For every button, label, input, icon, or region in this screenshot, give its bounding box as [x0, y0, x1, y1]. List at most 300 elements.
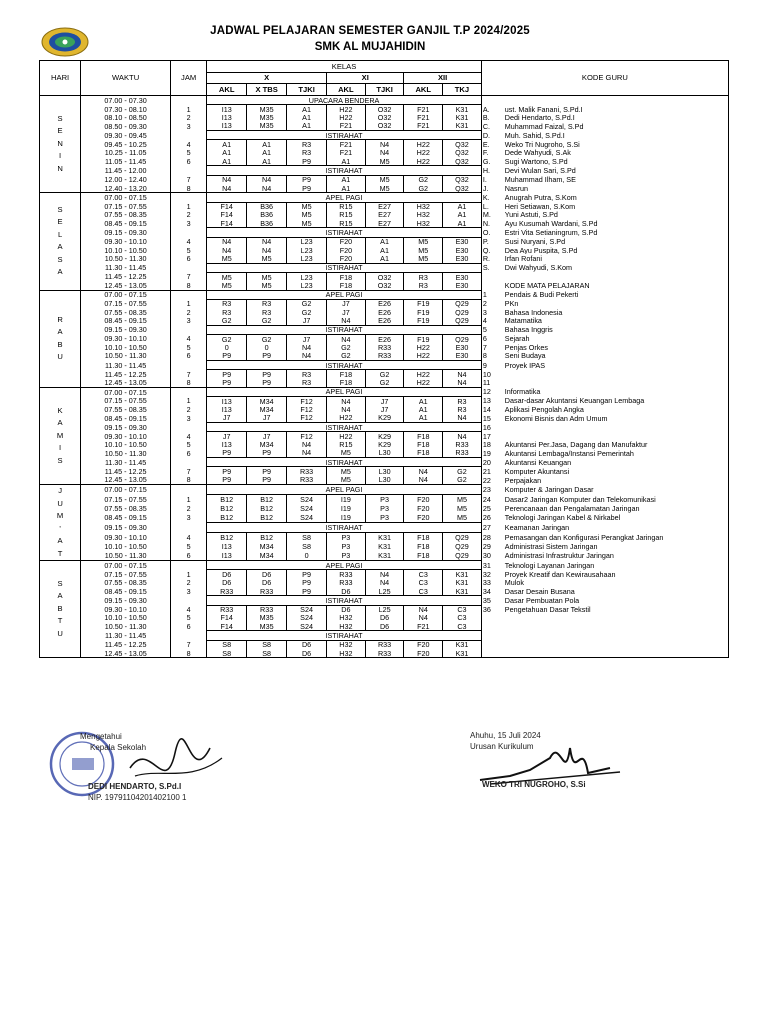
period-cell [171, 131, 207, 140]
table-row [40, 422, 729, 431]
class-code-cell: G2 [404, 184, 443, 193]
time-cell: 07.55 - 08.35 [81, 504, 171, 513]
table-row [40, 649, 729, 658]
period-cell: 2 [171, 114, 207, 122]
class-code-cell: H32 [327, 622, 366, 631]
class-code-cell: R3 [287, 370, 327, 379]
period-cell: 4 [171, 335, 207, 344]
code-name-cell: Yuni Astuti, S.Pd [504, 211, 729, 219]
code-key-cell: I. [481, 175, 503, 184]
class-code-cell: J7 [327, 308, 366, 316]
period-cell: 8 [171, 476, 207, 485]
class-code-cell: P9 [247, 467, 287, 476]
table-row [40, 485, 729, 495]
class-code-cell: O32 [365, 281, 404, 290]
code-key-cell [481, 640, 503, 649]
class-code-cell: L30 [365, 476, 404, 485]
class-code-cell: S24 [287, 513, 327, 523]
class-code-cell: P9 [207, 467, 247, 476]
class-code-cell: F14 [207, 614, 247, 622]
table-row [40, 263, 729, 272]
class-code-cell: E27 [365, 202, 404, 211]
header-class-4: TJKI [365, 84, 404, 96]
day-label [40, 485, 81, 561]
class-code-cell: F14 [207, 622, 247, 631]
period-cell: 5 [171, 343, 207, 351]
class-code-cell: D6 [365, 614, 404, 622]
table-row [40, 587, 729, 596]
table-row [40, 202, 729, 211]
code-name-cell: Akuntansi Keuangan [504, 458, 729, 467]
class-code-cell: N4 [287, 343, 327, 351]
class-code-cell: N4 [207, 175, 247, 184]
class-code-cell: I13 [207, 405, 247, 413]
header-kode-guru: KODE GURU [481, 61, 728, 96]
day-letter: A [57, 418, 63, 428]
day-letter: S [57, 204, 63, 214]
signature-left-nip: NIP. 19791104201402100 1 [88, 793, 187, 802]
code-key-cell: R. [481, 254, 503, 263]
class-code-cell: B36 [247, 202, 287, 211]
class-code-cell: H32 [404, 219, 443, 228]
period-cell [171, 631, 207, 640]
code-key-cell: S. [481, 263, 503, 272]
class-code-cell: F20 [327, 246, 366, 254]
code-key-cell: M. [481, 211, 503, 219]
time-cell: 07.00 - 07.15 [81, 561, 171, 570]
period-cell: 5 [171, 246, 207, 254]
class-code-cell: P9 [287, 570, 327, 579]
period-cell: 5 [171, 542, 207, 551]
class-code-cell: P3 [327, 542, 366, 551]
class-code-cell: R3 [287, 149, 327, 157]
code-key-cell: 19 [481, 449, 503, 458]
class-code-cell: P9 [207, 449, 247, 458]
class-code-cell: M5 [404, 246, 443, 254]
class-code-cell: 0 [287, 551, 327, 561]
class-code-cell: J7 [365, 405, 404, 413]
class-code-cell: R33 [247, 605, 287, 614]
class-code-cell: H22 [404, 379, 443, 388]
class-code-cell: H32 [327, 640, 366, 649]
class-code-cell: 0 [207, 343, 247, 351]
code-name-cell [504, 370, 729, 379]
time-cell: 08.45 - 09.15 [81, 587, 171, 596]
class-code-cell: L30 [365, 467, 404, 476]
class-code-cell: M35 [247, 114, 287, 122]
table-row [40, 596, 729, 605]
class-code-cell: C3 [404, 570, 443, 579]
table-row [40, 513, 729, 523]
time-cell: 09.15 - 09.30 [81, 325, 171, 334]
code-name-cell [504, 422, 729, 431]
code-key-cell [481, 272, 503, 281]
table-row [40, 405, 729, 413]
class-code-cell: F21 [327, 140, 366, 149]
class-code-cell: I13 [207, 114, 247, 122]
class-code-cell: N4 [404, 467, 443, 476]
period-cell [171, 325, 207, 334]
class-code-cell: P9 [207, 379, 247, 388]
code-key-cell: 14 [481, 405, 503, 413]
class-code-cell: Q29 [443, 335, 482, 344]
class-code-cell: N4 [443, 432, 482, 441]
period-cell [171, 458, 207, 467]
code-name-cell: Matamatika [504, 316, 729, 325]
class-code-cell: I19 [327, 513, 366, 523]
header-grade-x: X [207, 72, 327, 84]
class-code-cell: R3 [404, 281, 443, 290]
break-cell: ISTIRAHAT [207, 422, 482, 431]
class-code-cell: F14 [207, 202, 247, 211]
time-cell: 10.10 - 10.50 [81, 343, 171, 351]
period-cell: 8 [171, 379, 207, 388]
class-code-cell: G2 [247, 335, 287, 344]
code-key-cell: J. [481, 184, 503, 193]
class-code-cell: G2 [287, 299, 327, 308]
class-code-cell: N4 [404, 476, 443, 485]
code-name-cell: Administrasi Infrastruktur Jaringan [504, 551, 729, 561]
table-row [40, 631, 729, 640]
time-cell: 10.25 - 11.05 [81, 149, 171, 157]
class-code-cell: R33 [287, 476, 327, 485]
class-code-cell: R33 [443, 449, 482, 458]
class-code-cell: M5 [207, 272, 247, 281]
class-code-cell: M5 [207, 254, 247, 263]
class-code-cell: E26 [365, 299, 404, 308]
table-row [40, 570, 729, 579]
class-code-cell: R3 [287, 140, 327, 149]
class-code-cell: C3 [443, 614, 482, 622]
code-name-cell: Pendais & Budi Pekerti [504, 290, 729, 299]
header-grade-xi: XI [327, 72, 404, 84]
class-code-cell: M34 [247, 551, 287, 561]
class-code-cell: D6 [207, 570, 247, 579]
class-code-cell: B12 [247, 513, 287, 523]
day-letter: M [56, 430, 64, 440]
table-row [40, 272, 729, 281]
table-row [40, 476, 729, 485]
class-code-cell: F18 [404, 432, 443, 441]
code-name-cell: Administrasi Sistem Jaringan [504, 542, 729, 551]
class-code-cell: L30 [365, 449, 404, 458]
header-class-6: TKJ [443, 84, 482, 96]
class-code-cell: L25 [365, 605, 404, 614]
class-code-cell: K31 [443, 587, 482, 596]
time-cell: 11.45 - 12.25 [81, 272, 171, 281]
time-cell: 10.50 - 11.30 [81, 449, 171, 458]
class-code-cell: F18 [404, 542, 443, 551]
code-name-cell: Penjas Orkes [504, 343, 729, 351]
class-code-cell: J7 [207, 432, 247, 441]
class-code-cell: A1 [327, 175, 366, 184]
class-code-cell: S24 [287, 495, 327, 505]
class-code-cell: B36 [247, 211, 287, 219]
class-code-cell: F21 [404, 622, 443, 631]
code-key-cell [481, 649, 503, 658]
class-code-cell: F18 [327, 272, 366, 281]
table-row [40, 254, 729, 263]
class-code-cell: 0 [247, 343, 287, 351]
class-code-cell: M5 [287, 202, 327, 211]
class-code-cell: S8 [287, 533, 327, 543]
class-code-cell: A1 [247, 157, 287, 166]
class-code-cell: B12 [247, 504, 287, 513]
time-cell: 11.30 - 11.45 [81, 458, 171, 467]
class-code-cell: Q29 [443, 299, 482, 308]
class-code-cell: A1 [404, 414, 443, 423]
table-row [40, 131, 729, 140]
period-cell [171, 422, 207, 431]
class-code-cell: A1 [247, 149, 287, 157]
class-code-cell: N4 [327, 335, 366, 344]
class-code-cell: M35 [247, 622, 287, 631]
code-key-cell: D. [481, 131, 503, 140]
time-cell: 07.55 - 08.35 [81, 405, 171, 413]
code-key-cell: 30 [481, 551, 503, 561]
class-code-cell: K31 [365, 533, 404, 543]
class-code-cell: M5 [443, 513, 482, 523]
table-row [40, 96, 729, 105]
code-name-cell: Dede Wahyudi, S.Ak [504, 149, 729, 157]
code-key-cell: 1 [481, 290, 503, 299]
period-cell: 2 [171, 504, 207, 513]
class-code-cell: R33 [327, 570, 366, 579]
period-cell: 3 [171, 414, 207, 423]
period-cell: 4 [171, 237, 207, 246]
period-cell [171, 290, 207, 299]
table-row [40, 308, 729, 316]
class-code-cell: G2 [327, 352, 366, 361]
class-code-cell: F21 [327, 122, 366, 131]
class-code-cell: M5 [404, 237, 443, 246]
table-row [40, 316, 729, 325]
class-code-cell: N4 [327, 405, 366, 413]
code-key-cell: 3 [481, 308, 503, 316]
class-code-cell: B12 [207, 513, 247, 523]
class-code-cell: G2 [207, 335, 247, 344]
class-code-cell: K31 [443, 122, 482, 131]
code-name-cell: Dasar Pembuatan Pola [504, 596, 729, 605]
code-key-cell: 5 [481, 325, 503, 334]
class-code-cell: P9 [207, 352, 247, 361]
break-cell: UPACARA BENDERA [207, 96, 482, 105]
table-row [40, 237, 729, 246]
period-cell: 6 [171, 254, 207, 263]
header-kelas: KELAS [207, 61, 482, 73]
class-code-cell: D6 [287, 649, 327, 658]
class-code-cell: D6 [327, 605, 366, 614]
period-cell: 7 [171, 467, 207, 476]
period-cell: 2 [171, 405, 207, 413]
class-code-cell: R33 [207, 587, 247, 596]
code-name-cell [504, 432, 729, 441]
class-code-cell: L23 [287, 254, 327, 263]
code-key-cell: 21 [481, 467, 503, 476]
table-row [40, 325, 729, 334]
class-code-cell: M35 [247, 105, 287, 114]
period-cell [171, 166, 207, 175]
class-code-cell: F19 [404, 308, 443, 316]
class-code-cell: R33 [287, 467, 327, 476]
time-cell: 08.45 - 09.15 [81, 414, 171, 423]
class-code-cell: E30 [443, 237, 482, 246]
period-cell: 1 [171, 202, 207, 211]
break-cell: APEL PAGI [207, 290, 482, 299]
class-code-cell: C3 [404, 579, 443, 587]
class-code-cell: P9 [207, 370, 247, 379]
header-hari: HARI [40, 61, 81, 96]
class-code-cell: L25 [365, 587, 404, 596]
school-name: SMK AL MUJAHIDIN [314, 41, 426, 53]
period-cell [171, 228, 207, 237]
class-code-cell: F18 [327, 281, 366, 290]
code-name-cell: Dedi Hendarto, S.Pd.I [504, 114, 729, 122]
school-logo-icon [40, 26, 90, 58]
class-code-cell: Q29 [443, 551, 482, 561]
time-cell: 12.00 - 12.40 [81, 175, 171, 184]
code-key-cell: N. [481, 219, 503, 228]
class-code-cell: M5 [247, 254, 287, 263]
class-code-cell: B12 [247, 495, 287, 505]
page-title: JADWAL PELAJARAN SEMESTER GANJIL T.P 2024/2025 [210, 25, 530, 37]
code-name-cell: Heri Setiawan, S.Kom [504, 202, 729, 211]
period-cell: 7 [171, 175, 207, 184]
class-code-cell: I13 [207, 105, 247, 114]
class-code-cell: E30 [443, 343, 482, 351]
day-letter: N [57, 163, 63, 173]
break-cell: APEL PAGI [207, 485, 482, 495]
class-code-cell: G2 [404, 175, 443, 184]
signature-right-date: Ahuhu, 15 Juli 2024 [470, 731, 541, 740]
class-code-cell: F20 [404, 649, 443, 658]
class-code-cell: M5 [207, 281, 247, 290]
class-code-cell: A1 [443, 219, 482, 228]
class-code-cell: P9 [287, 579, 327, 587]
code-key-cell: 6 [481, 335, 503, 344]
table-row [40, 281, 729, 290]
code-key-cell: 36 [481, 605, 503, 614]
class-code-cell: K31 [365, 542, 404, 551]
time-cell: 08.50 - 09.30 [81, 122, 171, 131]
class-code-cell: A1 [287, 105, 327, 114]
class-code-cell: Q32 [443, 157, 482, 166]
code-name-cell: Muhammad Ilham, SE [504, 175, 729, 184]
class-code-cell: R3 [443, 397, 482, 406]
code-name-cell: Anugrah Putra, S.Kom [504, 193, 729, 202]
code-name-cell: Dasar Desain Busana [504, 587, 729, 596]
class-code-cell: K29 [365, 441, 404, 449]
code-name-cell: Perpajakan [504, 476, 729, 485]
time-cell: 07.15 - 07.55 [81, 570, 171, 579]
code-name-cell: Ekonomi Bisnis dan Adm Umum [504, 414, 729, 423]
period-cell: 7 [171, 640, 207, 649]
period-cell: 1 [171, 105, 207, 114]
class-code-cell: G2 [327, 343, 366, 351]
signature-right-role: Urusan Kurikulum [470, 742, 534, 751]
code-name-cell [504, 640, 729, 649]
table-row [40, 193, 729, 202]
class-code-cell: M34 [247, 441, 287, 449]
break-cell: APEL PAGI [207, 387, 482, 396]
day-label [40, 96, 81, 193]
period-cell: 4 [171, 533, 207, 543]
table-row [40, 140, 729, 149]
class-code-cell: A1 [247, 140, 287, 149]
code-key-cell: 11 [481, 379, 503, 388]
day-letter: R [57, 314, 63, 324]
class-code-cell: A1 [443, 202, 482, 211]
class-code-cell: F12 [287, 432, 327, 441]
class-code-cell: C3 [443, 622, 482, 631]
period-cell [171, 193, 207, 202]
code-key-cell: 17 [481, 432, 503, 441]
class-code-cell: N4 [404, 605, 443, 614]
class-code-cell: R15 [327, 441, 366, 449]
class-code-cell: H22 [327, 414, 366, 423]
class-code-cell: G2 [443, 476, 482, 485]
class-code-cell: R3 [207, 299, 247, 308]
period-cell [171, 96, 207, 105]
day-letter: T [57, 548, 63, 558]
code-name-cell: Akuntansi Lembaga/Instansi Pemerintah [504, 449, 729, 458]
code-name-cell: Aplikasi Pengolah Angka [504, 405, 729, 413]
class-code-cell: S24 [287, 504, 327, 513]
code-name-cell: Dasar-dasar Akuntansi Keuangan Lembaga [504, 397, 729, 406]
class-code-cell: S8 [247, 640, 287, 649]
period-cell [171, 485, 207, 495]
class-code-cell: E30 [443, 272, 482, 281]
code-key-cell: P. [481, 237, 503, 246]
class-code-cell: A1 [365, 246, 404, 254]
break-cell: APEL PAGI [207, 193, 482, 202]
class-code-cell: P9 [247, 449, 287, 458]
header-class-0: AKL [207, 84, 247, 96]
class-code-cell: B12 [207, 495, 247, 505]
period-cell: 8 [171, 184, 207, 193]
break-cell: ISTIRAHAT [207, 360, 482, 369]
class-code-cell: F18 [404, 441, 443, 449]
class-code-cell: A1 [404, 405, 443, 413]
table-row [40, 561, 729, 570]
class-code-cell: R33 [247, 587, 287, 596]
time-cell: 12.45 - 13.05 [81, 379, 171, 388]
class-code-cell: F20 [404, 513, 443, 523]
class-code-cell: R3 [443, 405, 482, 413]
code-key-cell: 4 [481, 316, 503, 325]
time-cell: 09.15 - 09.30 [81, 422, 171, 431]
class-code-cell: B36 [247, 219, 287, 228]
class-code-cell: H22 [327, 114, 366, 122]
signature-left-name: DEDI HENDARTO, S.Pd.I [88, 782, 182, 791]
time-cell: 09.30 - 10.10 [81, 335, 171, 344]
code-key-cell: 9 [481, 360, 503, 369]
time-cell: 07.55 - 08.35 [81, 579, 171, 587]
class-code-cell: M5 [443, 504, 482, 513]
time-cell: 11.30 - 11.45 [81, 631, 171, 640]
class-code-cell: L23 [287, 272, 327, 281]
class-code-cell: F12 [287, 405, 327, 413]
class-code-cell: Q29 [443, 308, 482, 316]
class-code-cell: B12 [207, 504, 247, 513]
time-cell: 09.15 - 09.30 [81, 228, 171, 237]
day-letter: S [57, 113, 63, 123]
class-code-cell: B12 [207, 533, 247, 543]
table-row [40, 640, 729, 649]
code-key-cell: Q. [481, 246, 503, 254]
code-key-cell: 15 [481, 414, 503, 423]
class-code-cell: M5 [287, 219, 327, 228]
